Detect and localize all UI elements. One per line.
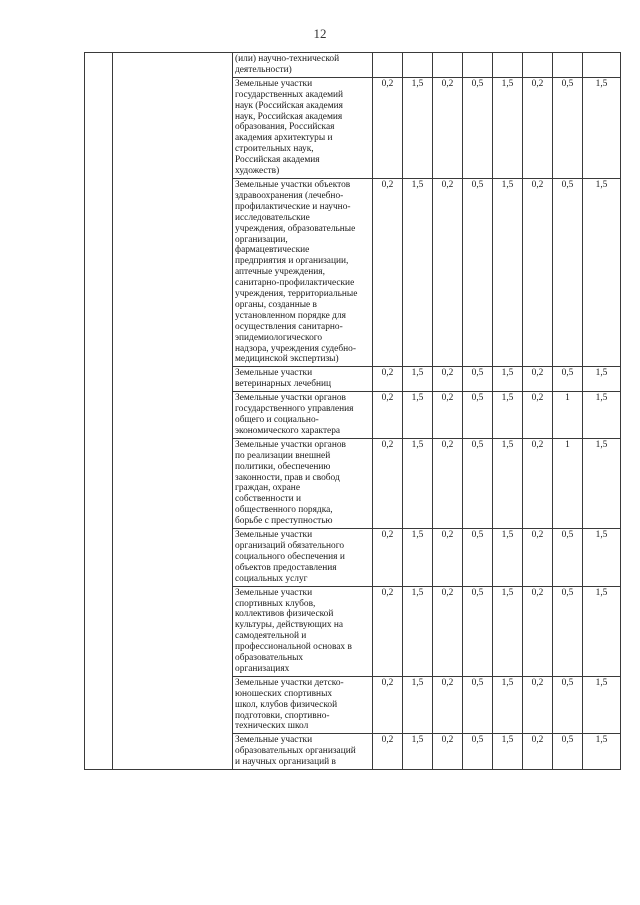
rate-cell: 0,2 [433,367,463,392]
rate-cell: 0,5 [553,586,583,676]
rate-cell: 1,5 [403,392,433,439]
row-description: Земельные участки объектов здравоохранения (лечебно- профилактические и научно- исследовательские учреждения, образовательные организации, фармацевтические предприятия и организации, аптечные учреждения, санитарно-профилактические учреждения, территориальные органы, созданные в установленном порядке для осуществления санитарно- эпидемиологического надзора, учреждения судебно- медицинской экспертизы) [233,178,373,366]
rate-cell: 0,2 [373,676,403,734]
rate-cell: 1,5 [403,734,433,770]
rate-cell: 0,2 [523,392,553,439]
rate-cell: 0,5 [553,529,583,587]
rate-cell: 1,5 [403,438,433,528]
rate-cell: 0,2 [523,586,553,676]
rate-cell: 0,5 [463,529,493,587]
rate-cell: 1,5 [583,438,621,528]
rate-cell: 1,5 [403,586,433,676]
rate-cell [553,53,583,78]
rate-cell [493,53,523,78]
table-body [85,53,621,770]
rate-cell: 1,5 [493,77,523,178]
rate-cell: 1,5 [493,367,523,392]
rate-cell: 0,5 [553,178,583,366]
rate-cell: 1,5 [583,586,621,676]
rates-table [84,52,621,770]
rate-cell: 1,5 [403,676,433,734]
rate-cell: 0,5 [463,438,493,528]
rate-cell: 0,5 [553,77,583,178]
row-description: Земельные участки органов государственного управления общего и социально- экономического характера [233,392,373,439]
rate-cell: 0,2 [433,734,463,770]
rate-cell: 0,2 [523,529,553,587]
rate-cell: 0,2 [373,77,403,178]
rate-cell: 1,5 [493,178,523,366]
rate-cell: 1,5 [583,367,621,392]
rate-cell: 1,5 [493,392,523,439]
rate-cell: 0,5 [553,676,583,734]
row-description: Земельные участки образовательных организаций и научных организаций в [233,734,373,770]
rate-cell: 0,5 [463,734,493,770]
rate-cell: 0,2 [373,438,403,528]
rate-cell: 0,2 [433,438,463,528]
rate-cell: 0,2 [433,178,463,366]
rate-cell [523,53,553,78]
rate-cell: 1,5 [403,367,433,392]
rate-cell: 1,5 [583,529,621,587]
rate-cell: 1,5 [403,77,433,178]
rate-cell: 1,5 [583,676,621,734]
rate-cell: 1 [553,438,583,528]
rate-cell: 0,5 [463,367,493,392]
rate-cell [403,53,433,78]
row-description: Земельные участки органов по реализации внешней политики, обеспечению законности, прав и свобод граждан, охране собственности и общественного порядка, борьбе с преступностью [233,438,373,528]
row-description: (или) научно-технической деятельности) [233,53,373,78]
rate-cell: 0,2 [433,392,463,439]
rate-cell: 0,2 [373,586,403,676]
rate-cell: 0,2 [523,438,553,528]
rate-cell: 0,5 [463,392,493,439]
rate-cell: 0,2 [523,77,553,178]
rate-cell: 0,2 [373,392,403,439]
rate-cell: 0,5 [463,586,493,676]
rate-cell: 0,5 [553,734,583,770]
category-column-cell [113,53,233,770]
rate-cell: 1,5 [493,734,523,770]
rate-cell: 0,5 [463,178,493,366]
rate-cell: 0,2 [523,676,553,734]
rate-cell: 0,2 [433,676,463,734]
rate-cell: 1,5 [583,178,621,366]
rate-cell: 0,2 [433,77,463,178]
rate-cell [433,53,463,78]
rate-cell: 1,5 [403,529,433,587]
rate-cell: 0,5 [463,676,493,734]
row-description: Земельные участки организаций обязательного социального обеспечения и объектов предоставления социальных услуг [233,529,373,587]
rate-cell: 1,5 [403,178,433,366]
row-description: Земельные участки детско- юношеских спортивных школ, клубов физической подготовки, спортивно- технических школ [233,676,373,734]
rate-cell: 0,2 [523,178,553,366]
rate-cell: 1,5 [493,676,523,734]
rate-cell: 0,2 [523,367,553,392]
rate-cell: 0,2 [433,586,463,676]
rate-cell: 0,2 [373,178,403,366]
rate-cell: 0,2 [433,529,463,587]
rate-cell: 0,2 [373,529,403,587]
rate-cell: 1,5 [583,77,621,178]
rate-cell: 1 [553,392,583,439]
number-column-cell [85,53,113,770]
rate-cell: 0,5 [463,77,493,178]
rate-cell: 0,5 [553,367,583,392]
row-description: Земельные участки ветеринарных лечебниц [233,367,373,392]
rate-cell: 1,5 [583,734,621,770]
rate-cell [583,53,621,78]
row-description: Земельные участки государственных академий наук (Российская академия наук, Российская академия образования, Российская академия архитектуры и строительных наук, Российская академия художеств) [233,77,373,178]
rate-cell: 1,5 [493,529,523,587]
rate-cell: 0,2 [373,734,403,770]
rate-cell: 1,5 [493,586,523,676]
page-number: 12 [313,26,327,41]
table-row [85,53,621,78]
rate-cell [463,53,493,78]
rate-cell: 0,2 [373,367,403,392]
rate-cell: 0,2 [523,734,553,770]
rate-cell: 1,5 [583,392,621,439]
row-description: Земельные участки спортивных клубов, коллективов физической культуры, действующих на самодеятельной и профессиональной основах в образовательных организациях [233,586,373,676]
rate-cell: 1,5 [493,438,523,528]
rate-cell [373,53,403,78]
